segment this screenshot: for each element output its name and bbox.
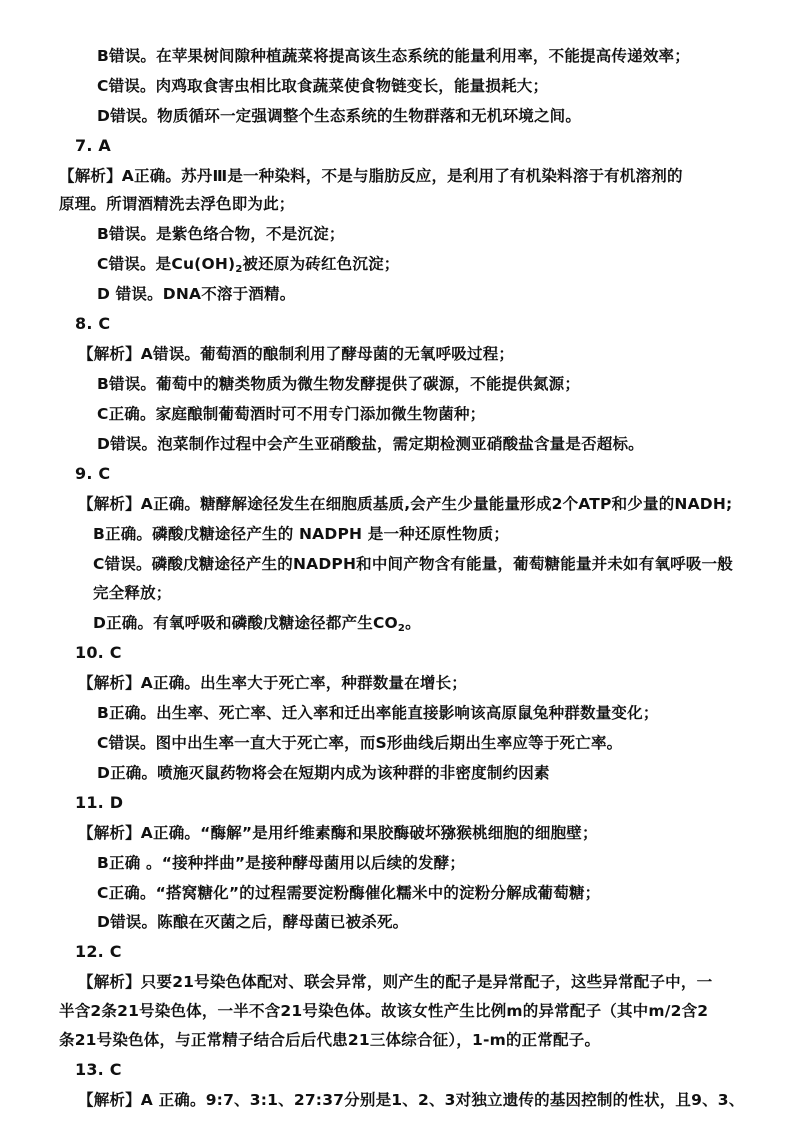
text-segment: 。 <box>405 614 421 632</box>
question-number: 8. C <box>75 314 111 333</box>
text-line: B错误。葡萄中的糖类物质为微生物发酵提供了碳源，不能提供氮源； <box>97 375 581 393</box>
text-line: B正确 。“接种拌曲”是接种酵母菌用以后续的发酵； <box>97 854 466 872</box>
text-line: D正确。喷施灭鼠药物将会在短期内成为该种群的非密度制约因素 <box>97 764 550 782</box>
question-number: 9. C <box>75 464 111 483</box>
text-line: 半含2条21号染色体，一半不含21号染色体。故该女性产生比例m的异常配子（其中m/2含2 <box>59 1002 709 1020</box>
text-line: 【解析】A 正确。9:7、3:1、27:37分别是1、2、3对独立遗传的基因控制的性状，且9、3、 <box>78 1091 745 1109</box>
text-line: C错误。图中出生率一直大于死亡率，而S形曲线后期出生率应等于死亡率。 <box>97 734 623 752</box>
text-line <box>93 612 421 634</box>
text-line: D错误。物质循环一定强调整个生态系统的生物群落和无机环境之间。 <box>97 107 582 125</box>
text-line: 【解析】A正确。出生率大于死亡率，种群数量在增长； <box>78 674 467 692</box>
question-number: 13. C <box>75 1060 122 1079</box>
text-segment: 被还原为砖红色沉淀； <box>242 255 400 273</box>
text-line: C正确。家庭酿制葡萄酒时可不用专门添加微生物菌种； <box>97 405 486 423</box>
text-line: 原理。所谓酒精洗去浮色即为此； <box>59 195 295 213</box>
text-line: B错误。在苹果树间隙种植蔬菜将提高该生态系统的能量利用率，不能提高传递效率； <box>97 47 690 65</box>
text-line: 【解析】A错误。葡萄酒的酿制利用了酵母菌的无氧呼吸过程； <box>78 345 515 363</box>
text-line: B正确。出生率、死亡率、迁入率和迁出率能直接影响该高原鼠兔种群数量变化； <box>97 704 659 722</box>
subscript: 2 <box>397 623 406 634</box>
text-line: D错误。泡菜制作过程中会产生亚硝酸盐，需定期检测亚硝酸盐含量是否超标。 <box>97 435 644 453</box>
text-line: C错误。磷酸戊糖途径产生的NADPH和中间产物含有能量，葡萄糖能量并未如有氧呼吸一般 <box>93 555 733 573</box>
text-segment: C错误。是Cu(OH) <box>97 255 236 273</box>
question-number: 7. A <box>75 136 111 155</box>
question-number: 12. C <box>75 942 122 961</box>
text-line: D错误。陈酿在灭菌之后，酵母菌已被杀死。 <box>97 913 409 931</box>
text-line: 【解析】只要21号染色体配对、联会异常，则产生的配子是异常配子，这些异常配子中，一 <box>78 973 713 991</box>
text-line: 【解析】A正确。糖酵解途径发生在细胞质基质,会产生少量能量形成2个ATP和少量的NADH; <box>78 495 733 513</box>
text-line: B错误。是紫色络合物，不是沉淀； <box>97 225 345 243</box>
text-line: C正确。“搭窝糖化”的过程需要淀粉酶催化糯米中的淀粉分解成葡萄糖； <box>97 884 601 902</box>
text-segment: D正确。有氧呼吸和磷酸戊糖途径都产生CO <box>93 614 398 632</box>
question-number: 11. D <box>75 793 124 812</box>
text-line: 【解析】A正确。苏丹Ⅲ是一种染料，不是与脂肪反应，是利用了有机染料溶于有机溶剂的 <box>59 167 683 185</box>
text-line: C错误。肉鸡取食害虫相比取食蔬菜使食物链变长，能量损耗大； <box>97 77 549 95</box>
text-line: 【解析】A正确。“酶解”是用纤维素酶和果胶酶破坏猕猴桃细胞的细胞壁； <box>78 824 598 842</box>
text-line <box>97 253 400 275</box>
text-line: 条21号染色体，与正常精子结合后后代患21三体综合征），1-m的正常配子。 <box>59 1031 601 1049</box>
text-line: B正确。磷酸戊糖途径产生的 NADPH 是一种还原性物质； <box>93 525 510 543</box>
text-line: D 错误。DNA不溶于酒精。 <box>97 285 296 303</box>
subscript: 2 <box>235 264 243 275</box>
text-line: 完全释放； <box>93 584 172 602</box>
question-number: 10. C <box>75 643 122 662</box>
